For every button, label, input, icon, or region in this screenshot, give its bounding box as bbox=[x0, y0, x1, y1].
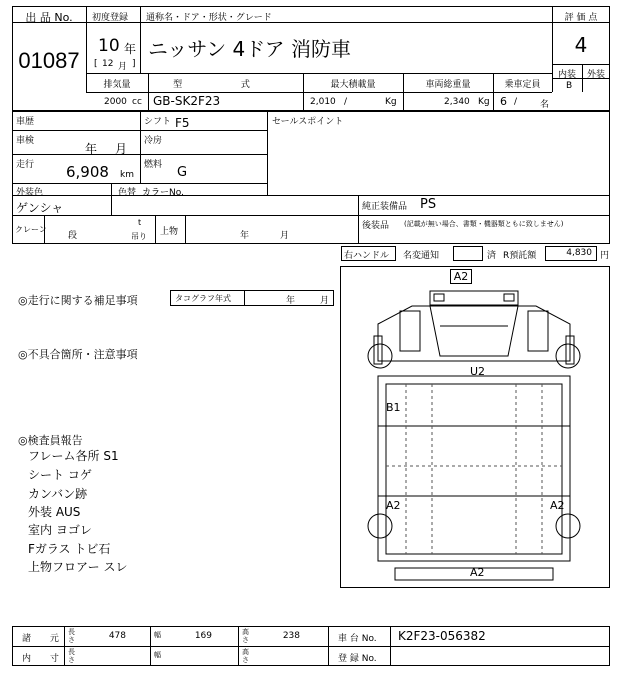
tachograph-label: タコグラフ年式 bbox=[175, 294, 231, 303]
width-value: 169 bbox=[194, 631, 212, 641]
shift-label: シフト bbox=[144, 117, 172, 127]
exterior-label: 外装 bbox=[586, 70, 605, 80]
dims-label: 諸 元 bbox=[22, 634, 67, 644]
left-side-mark: B1 bbox=[386, 401, 401, 414]
right-rear-mark: A2 bbox=[550, 499, 565, 512]
capacity-unit: 名 bbox=[540, 100, 550, 110]
fuel-label: 燃料 bbox=[144, 160, 163, 170]
inspector-line: Fガラス トビ石 bbox=[28, 542, 111, 556]
height-value: 238 bbox=[282, 631, 300, 641]
crane-t: t bbox=[138, 218, 142, 227]
inner-label: 内 寸 bbox=[22, 654, 67, 664]
crane-label: クレーン bbox=[15, 225, 47, 234]
upper-month-unit: 月 bbox=[280, 231, 290, 241]
gross-weight-unit: Kg bbox=[478, 97, 490, 107]
recycle-paid: 済 bbox=[487, 251, 497, 261]
crane-capacity: 吊り bbox=[131, 232, 147, 241]
truck-outline bbox=[340, 266, 610, 588]
model-value: GB-SK2F23 bbox=[153, 94, 221, 108]
first-reg-year: 10 bbox=[98, 36, 120, 56]
inspection-label: 車検 bbox=[16, 136, 35, 146]
length-value: 478 bbox=[108, 631, 126, 641]
mileage-label: 走行 bbox=[16, 160, 35, 170]
inner-width-label: 幅 bbox=[154, 651, 161, 659]
color-value: ゲンシャ bbox=[16, 201, 64, 215]
displacement-label: 排気量 bbox=[103, 80, 131, 90]
inner-length-label: 長さ bbox=[68, 648, 75, 664]
ac-label: 冷房 bbox=[144, 136, 163, 146]
inspector-label: ◎検査員報告 bbox=[18, 434, 83, 447]
reg-label: 登 録 No. bbox=[338, 654, 377, 664]
height-label: 高さ bbox=[242, 628, 249, 644]
inspector-line: 室内 ヨゴレ bbox=[28, 523, 92, 537]
left-rear-mark: A2 bbox=[386, 499, 401, 512]
name-change-box bbox=[453, 246, 483, 261]
interior-label: 内装 bbox=[557, 70, 576, 80]
score-value: 4 bbox=[574, 33, 588, 57]
first-reg-month: 12 bbox=[102, 59, 114, 69]
max-load-unit: Kg bbox=[385, 97, 397, 107]
model-label: 型 式 bbox=[173, 80, 278, 90]
score-label: 評 価 点 bbox=[564, 13, 598, 23]
lot-no: 01087 bbox=[18, 48, 80, 73]
mileage-value: 6,908 bbox=[66, 163, 109, 181]
color-label: 外装色 bbox=[16, 188, 44, 198]
first-reg-month-unit: 月 bbox=[118, 62, 128, 72]
aftermarket-label: 後装品 bbox=[362, 221, 390, 231]
chassis-label: 車 台 No. bbox=[338, 634, 377, 644]
gross-weight-value: 2,340 bbox=[444, 97, 470, 107]
crane-stage: 段 bbox=[68, 231, 78, 241]
front-mark: A2 bbox=[450, 269, 472, 284]
first-reg-year-unit: 年 bbox=[124, 42, 137, 56]
max-load-slash: / bbox=[344, 97, 348, 107]
name-label: 通称名・ドア・形状・グレード bbox=[146, 13, 272, 23]
capacity-value: 6 bbox=[500, 95, 507, 108]
name-change-label: 名変通知 bbox=[403, 251, 440, 261]
color-change-label: 色替 bbox=[118, 188, 137, 198]
rear-mark: A2 bbox=[470, 566, 485, 579]
vehicle-name: ニッサン 4ドア 消防車 bbox=[148, 37, 352, 61]
inspector-line: フレーム各所 S1 bbox=[28, 449, 119, 463]
tachograph-year-unit: 年 bbox=[286, 296, 296, 306]
inspector-line: シート コゲ bbox=[28, 468, 92, 482]
color-code-label: カラーNo. bbox=[142, 188, 184, 198]
recycle-amount: 4,830 bbox=[566, 248, 592, 258]
chassis-value: K2F23-056382 bbox=[398, 629, 486, 643]
top-mark: U2 bbox=[470, 365, 486, 378]
displacement-value: 2000 bbox=[104, 97, 127, 107]
inspection-month-unit: 月 bbox=[115, 142, 128, 156]
defects-label: ◎不具合箇所・注意事項 bbox=[18, 348, 138, 361]
first-reg-label: 初度登録 bbox=[92, 13, 129, 23]
displacement-unit: cc bbox=[132, 97, 142, 107]
lot-no-label: 出 品 No. bbox=[25, 11, 73, 24]
inner-height-label: 高さ bbox=[242, 648, 249, 664]
driving-notes-label: ◎走行に関する補足事項 bbox=[18, 294, 138, 307]
upper-label: 上物 bbox=[160, 227, 179, 237]
equipment-label: 純正装備品 bbox=[362, 202, 408, 212]
max-load-value: 2,010 bbox=[310, 97, 336, 107]
inspector-line: カンバン跡 bbox=[28, 487, 88, 501]
inspector-line: 外装 AUS bbox=[28, 505, 81, 519]
capacity-slash: / bbox=[514, 97, 518, 107]
interior-grade: B bbox=[566, 81, 573, 91]
inspection-year-unit: 年 bbox=[85, 142, 98, 156]
right-hand-label: 右ハンドル bbox=[344, 251, 390, 261]
recycle-unit: 円 bbox=[600, 251, 610, 261]
gross-weight-label: 車両総重量 bbox=[425, 80, 471, 90]
shift-value: F5 bbox=[175, 116, 190, 130]
width-label: 幅 bbox=[154, 631, 161, 639]
fuel-value: G bbox=[177, 165, 188, 180]
sales-points-label: セールスポイント bbox=[272, 117, 344, 127]
capacity-label: 乗車定員 bbox=[504, 80, 541, 90]
tachograph-month-unit: 月 bbox=[320, 296, 330, 306]
equipment-value: PS bbox=[420, 197, 437, 212]
recycle-label: R預託額 bbox=[503, 251, 537, 261]
upper-year-unit: 年 bbox=[240, 231, 250, 241]
history-label: 車歴 bbox=[16, 117, 35, 127]
aftermarket-note: (記載が無い場合、書類・機器類ともに致しません) bbox=[404, 220, 564, 228]
max-load-label: 最大積載量 bbox=[330, 80, 376, 90]
inspector-line: 上物フロアー スレ bbox=[28, 560, 128, 574]
mileage-unit: km bbox=[120, 170, 134, 180]
length-label: 長さ bbox=[68, 628, 75, 644]
